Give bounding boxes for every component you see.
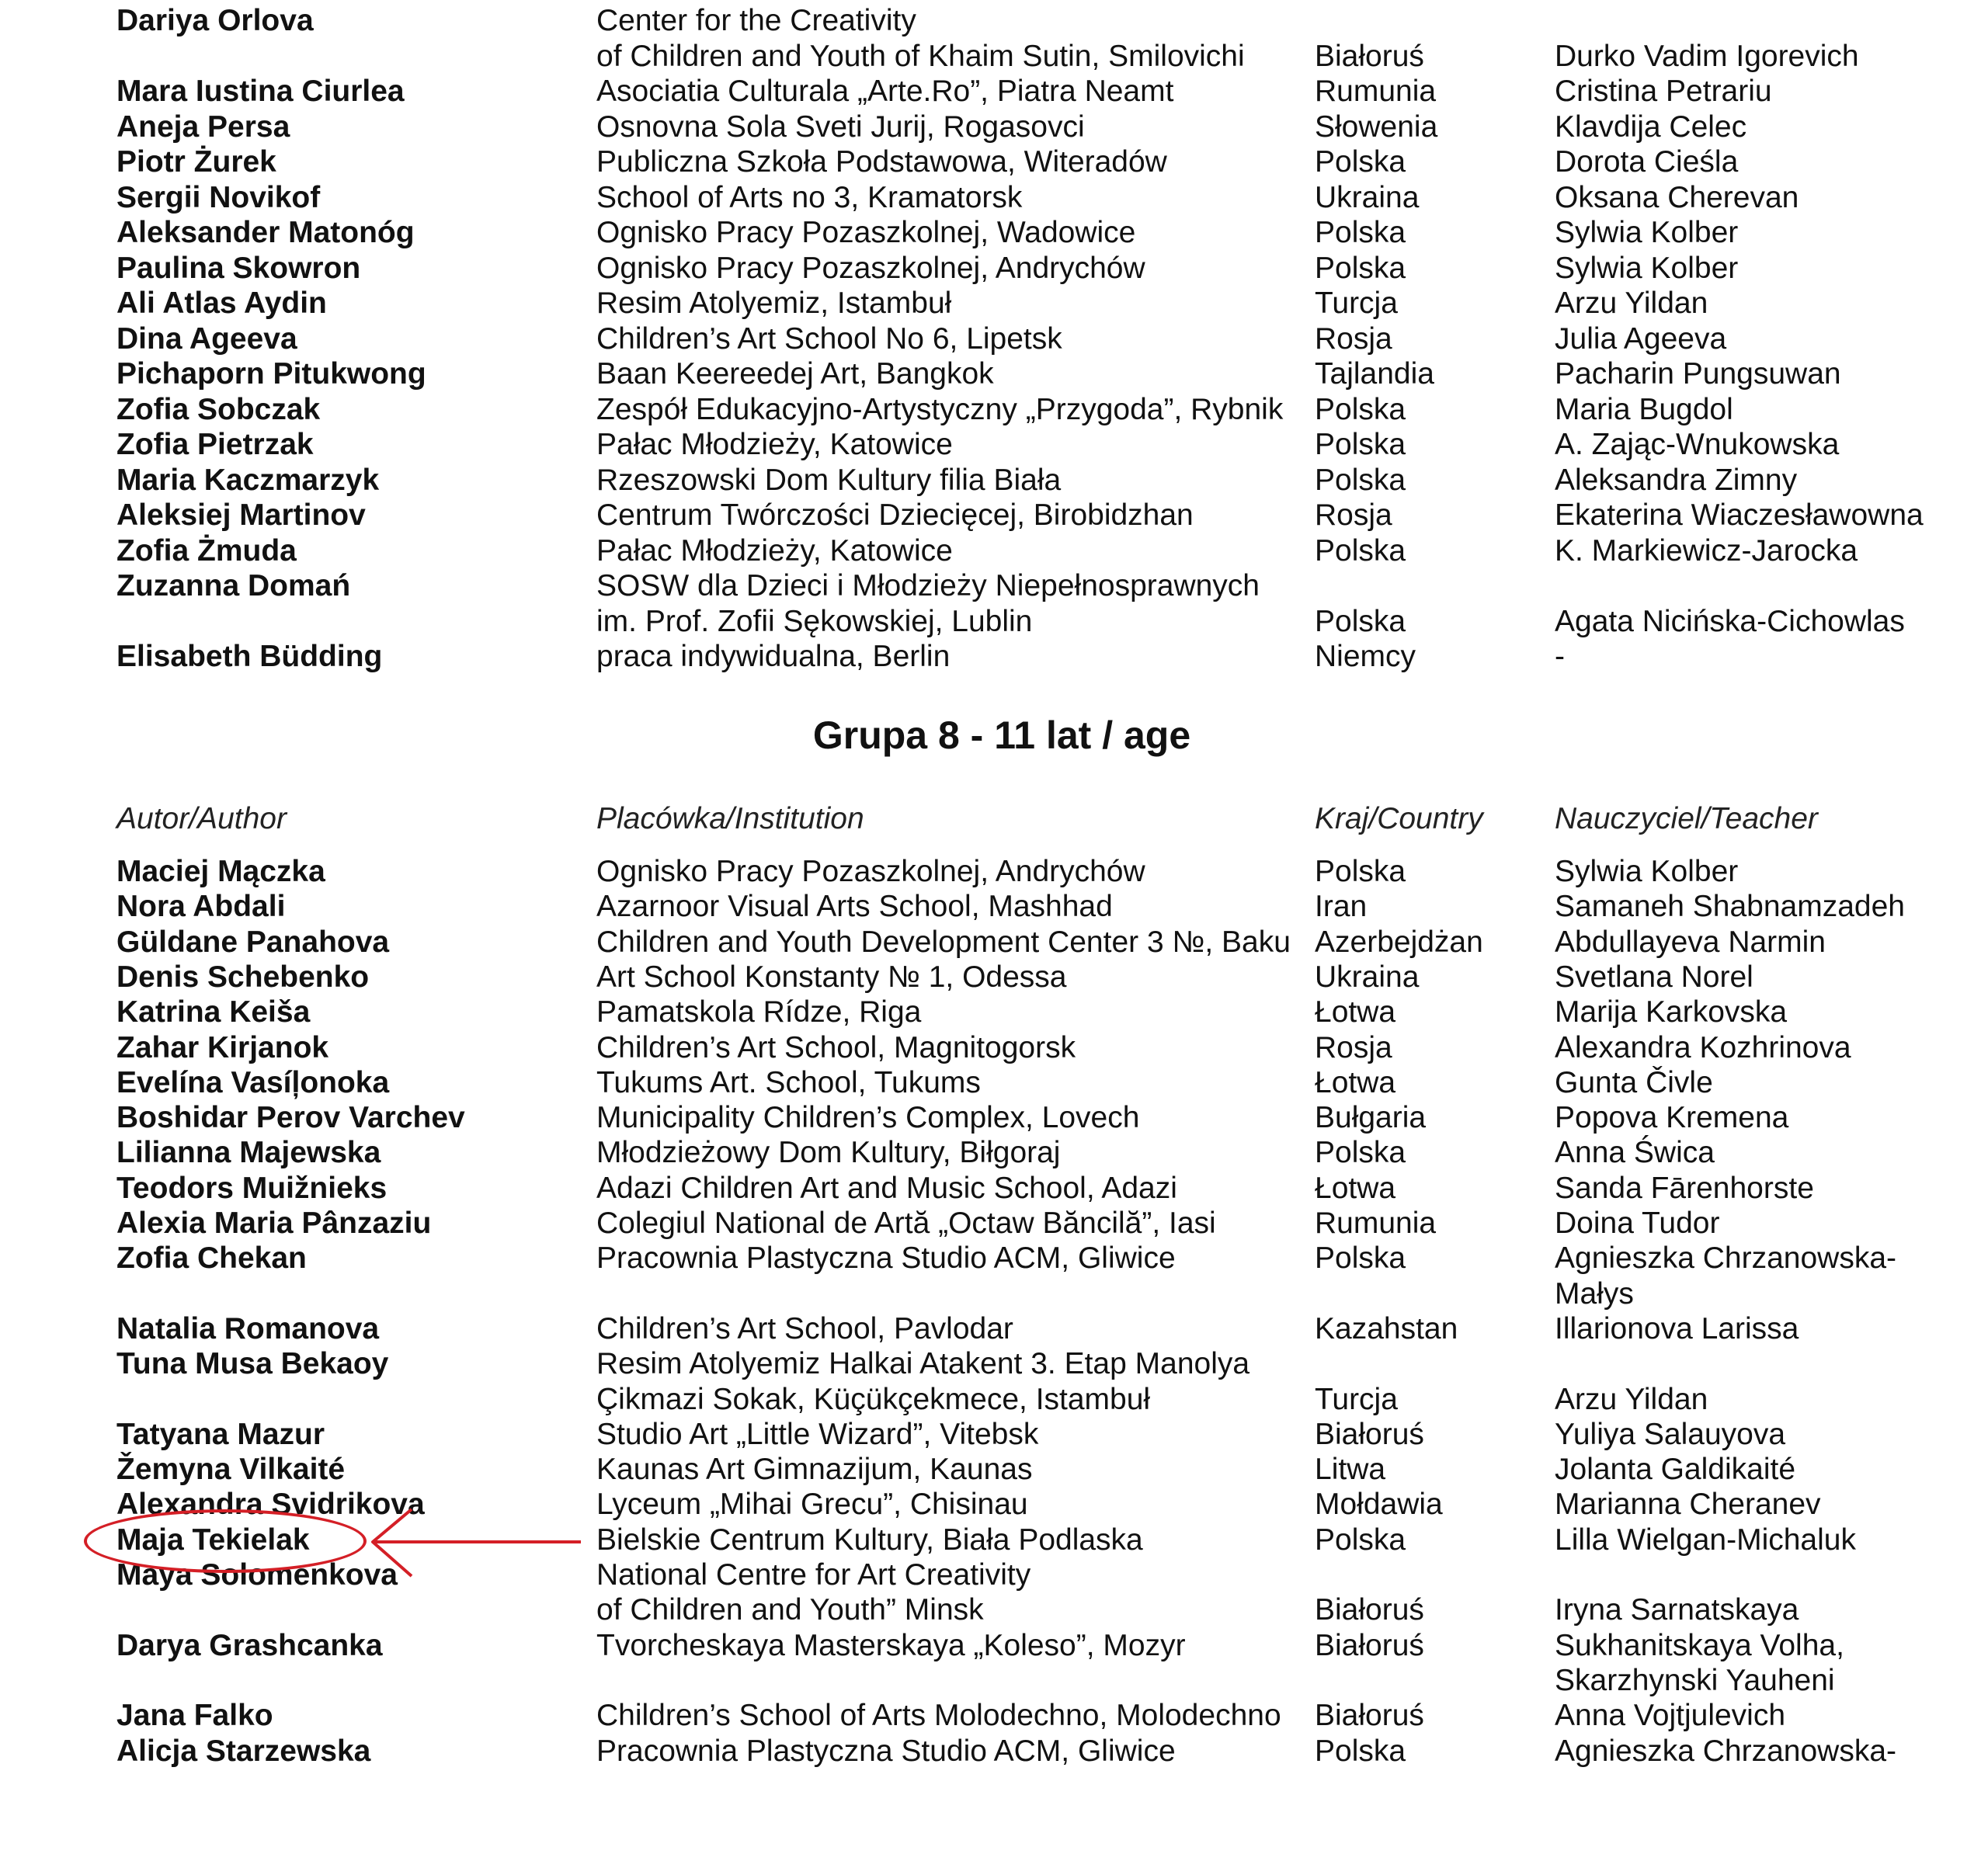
- country-cell: Litwa: [1315, 1453, 1386, 1487]
- author-cell: Darya Grashcanka: [116, 1628, 383, 1662]
- table-row: [0, 1346, 1988, 1382]
- teacher-cell: Agnieszka Chrzanowska-: [1555, 1241, 1897, 1276]
- institution-cell: Art School Konstanty № 1, Odessa: [596, 960, 1067, 994]
- teacher-cell: Marija Karkovska: [1555, 995, 1788, 1029]
- author-cell: Teodors Muižnieks: [116, 1171, 388, 1205]
- table-row: [0, 604, 1988, 640]
- country-cell: Białoruś: [1315, 39, 1424, 73]
- country-cell: Polska: [1315, 145, 1406, 179]
- country-cell: Polska: [1315, 392, 1406, 426]
- group-title: Grupa 8 - 11 lat / age: [812, 714, 1191, 757]
- country-cell: Rosja: [1315, 1030, 1392, 1064]
- teacher-cell: Sanda Fārenhorste: [1555, 1171, 1814, 1205]
- table-row: [0, 925, 1988, 960]
- country-cell: Polska: [1315, 463, 1406, 497]
- institution-cell: Pałac Młodzieży, Katowice: [596, 533, 953, 568]
- table-row: [0, 1276, 1988, 1312]
- table-row: [0, 356, 1988, 392]
- institution-cell: Children’s Art School, Magnitogorsk: [596, 1030, 1076, 1064]
- author-cell: Pichaporn Pitukwong: [116, 357, 426, 391]
- table-row: [0, 180, 1988, 216]
- teacher-cell: Samaneh Shabnamzadeh: [1555, 890, 1905, 924]
- author-cell: Aneja Persa: [116, 109, 290, 144]
- institution-cell: Studio Art „Little Wizard”, Vitebsk: [596, 1417, 1039, 1451]
- institution-cell: praca indywidualna, Berlin: [596, 640, 951, 673]
- table-row: [0, 1030, 1988, 1066]
- table-row: [0, 568, 1988, 604]
- teacher-cell: Durko Vadim Igorevich: [1555, 39, 1859, 73]
- table-row: [0, 3, 1988, 39]
- institution-cell: Bielskie Centrum Kultury, Biała Podlaska: [596, 1523, 1143, 1557]
- institution-cell: Çikmazi Sokak, Küçükçekmece, Istambuł: [596, 1382, 1151, 1416]
- country-cell: Tajlandia: [1315, 357, 1434, 391]
- author-cell: Zuzanna Domań: [116, 569, 351, 602]
- table-row: [0, 1382, 1988, 1418]
- institution-cell: Adazi Children Art and Music School, Adazi: [596, 1171, 1177, 1205]
- teacher-cell: Oksana Cherevan: [1555, 180, 1799, 214]
- institution-cell: Resim Atolyemiz Halkai Atakent 3. Etap Manolya: [596, 1347, 1250, 1381]
- table-row: [0, 854, 1988, 890]
- institution-cell: Tukums Art. School, Tukums: [596, 1065, 981, 1099]
- table-row: [0, 321, 1988, 357]
- table-row: [0, 109, 1988, 145]
- table-row: [0, 995, 1988, 1030]
- institution-cell: SOSW dla Dzieci i Młodzieży Niepełnosprawnych: [596, 569, 1260, 602]
- teacher-cell: Popova Kremena: [1555, 1101, 1789, 1135]
- teacher-cell: A. Zając-Wnukowska: [1555, 428, 1840, 461]
- country-cell: Niemcy: [1315, 640, 1416, 673]
- teacher-cell: Małys: [1555, 1276, 1634, 1311]
- table-row: [0, 533, 1988, 569]
- country-cell: Rumunia: [1315, 75, 1437, 108]
- table-row: [0, 1311, 1988, 1347]
- author-cell: Maya Solomenkova: [116, 1558, 398, 1592]
- teacher-cell: Doina Tudor: [1555, 1207, 1720, 1240]
- institution-cell: Azarnoor Visual Arts School, Mashhad: [596, 890, 1113, 924]
- table-row: [0, 639, 1988, 675]
- table-row: [0, 1417, 1988, 1453]
- table-row: [0, 39, 1988, 75]
- country-cell: Słowenia: [1315, 109, 1438, 144]
- country-cell: Ukraina: [1315, 960, 1420, 994]
- author-cell: Zahar Kirjanok: [116, 1030, 329, 1064]
- table-row: [0, 1171, 1988, 1207]
- table-row: [0, 1065, 1988, 1101]
- country-cell: Polska: [1315, 1523, 1406, 1557]
- author-cell: Maciej Mączka: [116, 855, 325, 888]
- teacher-cell: Agnieszka Chrzanowska-: [1555, 1734, 1897, 1768]
- table-row: [0, 215, 1988, 251]
- table-row: [0, 1100, 1988, 1136]
- author-cell: Elisabeth Büdding: [116, 640, 383, 673]
- highlight-arrow-icon: [365, 1498, 582, 1584]
- institution-cell: Publiczna Szkoła Podstawowa, Witeradów: [596, 145, 1167, 179]
- table-row: [0, 74, 1988, 109]
- table-row: [0, 960, 1988, 995]
- table-row: [0, 286, 1988, 321]
- institution-cell: School of Arts no 3, Kramatorsk: [596, 180, 1023, 214]
- country-cell: Polska: [1315, 604, 1406, 638]
- institution-cell: Colegiul National de Artă „Octaw Băncilă”, Iasi: [596, 1207, 1216, 1240]
- author-cell: Aleksiej Martinov: [116, 498, 366, 532]
- country-cell: Polska: [1315, 1734, 1406, 1768]
- country-cell: Polska: [1315, 533, 1406, 568]
- country-cell: Polska: [1315, 1241, 1406, 1276]
- author-cell: Denis Schebenko: [116, 960, 370, 994]
- country-cell: Rosja: [1315, 498, 1392, 532]
- teacher-cell: Anna Świca: [1555, 1136, 1715, 1170]
- author-cell: Evelína Vasíļonoka: [116, 1065, 390, 1099]
- institution-cell: Kaunas Art Gimnazijum, Kaunas: [596, 1453, 1033, 1487]
- teacher-cell: Marianna Cheranev: [1555, 1488, 1821, 1522]
- table-row: [0, 144, 1988, 180]
- institution-cell: Pracownia Plastyczna Studio ACM, Gliwice: [596, 1241, 1176, 1276]
- teacher-cell: Iryna Sarnatskaya: [1555, 1593, 1799, 1627]
- teacher-cell: Sylwia Kolber: [1555, 251, 1739, 285]
- country-cell: Polska: [1315, 1136, 1406, 1170]
- country-cell: Polska: [1315, 251, 1406, 285]
- table-row: [0, 251, 1988, 286]
- country-cell: Łotwa: [1315, 1171, 1396, 1205]
- author-cell: Güldane Panahova: [116, 925, 390, 959]
- author-cell: Zofia Pietrzak: [116, 428, 314, 461]
- institution-cell: Młodzieżowy Dom Kultury, Biłgoraj: [596, 1136, 1061, 1170]
- institution-cell: Asociatia Culturala „Arte.Ro”, Piatra Neamt: [596, 75, 1174, 108]
- teacher-cell: Sylwia Kolber: [1555, 855, 1739, 888]
- institution-cell: Children’s Art School No 6, Lipetsk: [596, 321, 1062, 356]
- institution-cell: Resim Atolyemiz, Istambuł: [596, 286, 952, 320]
- country-cell: Białoruś: [1315, 1628, 1424, 1662]
- author-cell: Maja Tekielak: [116, 1523, 310, 1557]
- institution-cell: Baan Keereedej Art, Bangkok: [596, 357, 994, 391]
- institution-cell: Ognisko Pracy Pozaszkolnej, Wadowice: [596, 216, 1136, 249]
- teacher-cell: Anna Vojtjulevich: [1555, 1699, 1786, 1733]
- country-cell: Azerbejdżan: [1315, 925, 1483, 959]
- country-cell: Białoruś: [1315, 1417, 1424, 1451]
- author-cell: Žemyna Vilkaité: [116, 1453, 346, 1487]
- teacher-cell: Dorota Cieśla: [1555, 145, 1739, 179]
- teacher-cell: Agata Nicińska-Cichowlas: [1555, 604, 1905, 638]
- teacher-cell: -: [1555, 640, 1565, 673]
- author-cell: Paulina Skowron: [116, 251, 361, 285]
- table-row: [0, 1698, 1988, 1734]
- teacher-cell: Sylwia Kolber: [1555, 216, 1739, 249]
- teacher-cell: Arzu Yildan: [1555, 1382, 1708, 1416]
- institution-cell: Rzeszowski Dom Kultury filia Biała: [596, 463, 1062, 497]
- author-cell: Nora Abdali: [116, 890, 286, 924]
- institution-cell: Tvorcheskaya Masterskaya „Koleso”, Mozyr: [596, 1628, 1186, 1662]
- author-cell: Sergii Novikof: [116, 180, 321, 214]
- teacher-cell: Skarzhynski Yauheni: [1555, 1663, 1835, 1697]
- author-cell: Zofia Żmuda: [116, 533, 297, 568]
- country-cell: Rosja: [1315, 321, 1392, 356]
- institution-cell: Osnovna Sola Sveti Jurij, Rogasovci: [596, 109, 1085, 144]
- author-cell: Tatyana Mazur: [116, 1417, 325, 1451]
- teacher-cell: Arzu Yildan: [1555, 286, 1708, 320]
- author-cell: Zofia Chekan: [116, 1241, 307, 1276]
- author-cell: Dina Ageeva: [116, 321, 297, 356]
- country-cell: Bułgaria: [1315, 1101, 1427, 1135]
- institution-cell: Ognisko Pracy Pozaszkolnej, Andrychów: [596, 251, 1145, 285]
- author-cell: Lilianna Majewska: [116, 1136, 381, 1170]
- country-cell: Turcja: [1315, 286, 1398, 320]
- teacher-cell: Sukhanitskaya Volha,: [1555, 1628, 1844, 1662]
- author-cell: Tuna Musa Bekaoy: [116, 1347, 389, 1381]
- teacher-cell: Alexandra Kozhrinova: [1555, 1030, 1851, 1064]
- author-cell: Aleksander Matonóg: [116, 216, 415, 249]
- author-cell: Mara Iustina Ciurlea: [116, 75, 405, 108]
- table-row: [0, 463, 1988, 498]
- author-cell: Piotr Żurek: [116, 145, 276, 179]
- author-cell: Alicja Starzewska: [116, 1734, 371, 1768]
- author-cell: Boshidar Perov Varchev: [116, 1101, 465, 1135]
- table-row: [0, 1452, 1988, 1488]
- teacher-cell: Abdullayeva Narmin: [1555, 925, 1826, 959]
- country-cell: Łotwa: [1315, 995, 1396, 1029]
- country-cell: Turcja: [1315, 1382, 1398, 1416]
- institution-cell: im. Prof. Zofii Sękowskiej, Lublin: [596, 604, 1033, 638]
- teacher-cell: Lilla Wielgan-Michaluk: [1555, 1523, 1856, 1557]
- institution-cell: Pracownia Plastyczna Studio ACM, Gliwice: [596, 1734, 1176, 1768]
- table-header: [0, 801, 1988, 837]
- country-cell: Polska: [1315, 428, 1406, 461]
- author-cell: Zofia Sobczak: [116, 392, 321, 426]
- teacher-cell: K. Markiewicz-Jarocka: [1555, 533, 1858, 568]
- institution-cell: Municipality Children’s Complex, Lovech: [596, 1101, 1140, 1135]
- institution-cell: of Children and Youth” Minsk: [596, 1593, 984, 1627]
- teacher-cell: Ekaterina Wiaczesławowna: [1555, 498, 1924, 532]
- country-cell: Rumunia: [1315, 1207, 1437, 1240]
- institution-cell: Ognisko Pracy Pozaszkolnej, Andrychów: [596, 855, 1145, 888]
- table-row: [0, 1628, 1988, 1664]
- table-row: [0, 1663, 1988, 1699]
- teacher-cell: Julia Ageeva: [1555, 321, 1727, 356]
- table-row: [0, 889, 1988, 925]
- highlight-ellipse: [84, 1509, 367, 1573]
- table-row: [0, 1734, 1988, 1769]
- teacher-cell: Gunta Čivle: [1555, 1065, 1713, 1099]
- country-cell: Mołdawia: [1315, 1488, 1443, 1522]
- author-cell: Maria Kaczmarzyk: [116, 463, 380, 497]
- author-cell: Natalia Romanova: [116, 1311, 380, 1345]
- table-row: [0, 498, 1988, 533]
- author-cell: Jana Falko: [116, 1699, 273, 1733]
- table-row: [0, 1241, 1988, 1276]
- teacher-cell: Svetlana Norel: [1555, 960, 1753, 994]
- author-cell: Ali Atlas Aydin: [116, 286, 327, 320]
- teacher-cell: Cristina Petrariu: [1555, 75, 1772, 108]
- institution-cell: Center for the Creativity: [596, 4, 916, 37]
- institution-cell: Lyceum „Mihai Grecu”, Chisinau: [596, 1488, 1028, 1522]
- header-teacher: Nauczyciel/Teacher: [1555, 802, 1818, 835]
- institution-cell: National Centre for Art Creativity: [596, 1558, 1031, 1592]
- country-cell: Łotwa: [1315, 1065, 1396, 1099]
- author-cell: Alexandra Svidrikova: [116, 1488, 425, 1522]
- institution-cell: Children’s School of Arts Molodechno, Molodechno: [596, 1699, 1281, 1733]
- author-cell: Alexia Maria Pânzaziu: [116, 1207, 432, 1240]
- teacher-cell: Klavdija Celec: [1555, 109, 1747, 144]
- teacher-cell: Pacharin Pungsuwan: [1555, 357, 1841, 391]
- country-cell: Ukraina: [1315, 180, 1420, 214]
- table-row: [0, 392, 1988, 428]
- table-row: [0, 1135, 1988, 1171]
- teacher-cell: Aleksandra Zimny: [1555, 463, 1798, 497]
- country-cell: Polska: [1315, 855, 1406, 888]
- header-institution: Placówka/Institution: [596, 802, 864, 835]
- author-cell: Katrina Keiša: [116, 995, 311, 1029]
- table-row: [0, 1592, 1988, 1628]
- institution-cell: Children’s Art School, Pavlodar: [596, 1311, 1013, 1345]
- institution-cell: of Children and Youth of Khaim Sutin, Smilovichi: [596, 39, 1245, 73]
- header-country: Kraj/Country: [1315, 802, 1483, 835]
- country-cell: Kazahstan: [1315, 1311, 1458, 1345]
- teacher-cell: Maria Bugdol: [1555, 392, 1733, 426]
- country-cell: Polska: [1315, 216, 1406, 249]
- country-cell: Iran: [1315, 890, 1368, 924]
- country-cell: Białoruś: [1315, 1593, 1424, 1627]
- teacher-cell: Yuliya Salauyova: [1555, 1417, 1786, 1451]
- institution-cell: Pałac Młodzieży, Katowice: [596, 428, 953, 461]
- header-author: Autor/Author: [116, 802, 287, 835]
- institution-cell: Pamatskola Rídze, Riga: [596, 995, 922, 1029]
- author-cell: Dariya Orlova: [116, 4, 314, 37]
- teacher-cell: Jolanta Galdikaité: [1555, 1453, 1796, 1487]
- teacher-cell: Illarionova Larissa: [1555, 1311, 1799, 1345]
- institution-cell: Zespół Edukacyjno-Artystyczny „Przygoda”, Rybnik: [596, 392, 1284, 426]
- country-cell: Białoruś: [1315, 1699, 1424, 1733]
- institution-cell: Centrum Twórczości Dziecięcej, Birobidzhan: [596, 498, 1194, 532]
- table-row: [0, 427, 1988, 463]
- table-row: [0, 1206, 1988, 1241]
- institution-cell: Children and Youth Development Center 3 №, Baku: [596, 925, 1291, 959]
